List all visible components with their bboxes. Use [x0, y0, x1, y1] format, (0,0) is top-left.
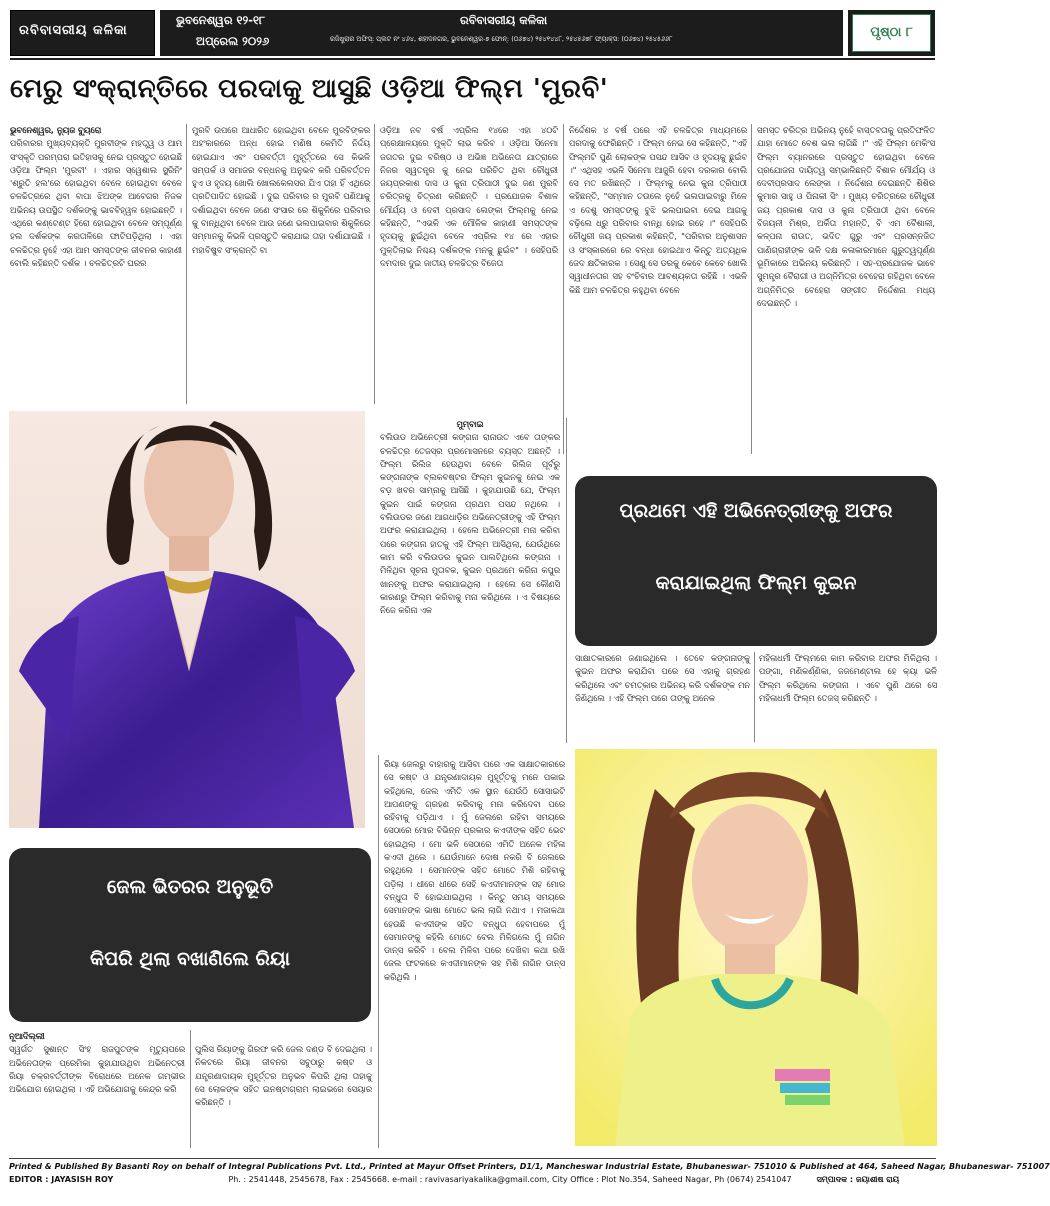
publication-name: ରବିବାସରୀୟ କଳିକା: [460, 13, 548, 27]
article1-column-3: ଓଡ଼ିଆ ନବ ବର୍ଷ ଏପ୍ରିଲ ୧୪ରେ ଏହା ୪୦ଟି ପ୍ରେକ୍ଷାଳୟରେ ମୁକ୍ତି ଲାଭ କରିବ । ଓଡ଼ିଆ ସିନେମା ଜଗତର ଦୁଇ ବରିଷ୍ଠ ଓ ଅଭିଜ୍ଞ ଅଭିନେତା ଯାତ୍ରାରେ ନିଜର ସ୍ୱତନ୍ତ୍ର କୁ ନେଇ ପରିଚିତ ଥିବା ଚୌଧୁରୀ ଜୟପ୍ରକାଶ ଦାସ ଓ କୁନା ତ୍ରିପାଠୀ ଦୁଇ ଜଣ ମୁରବି ଚରିତ୍ରକୁ ଚିତ୍ରଣ କରିଛନ୍ତି । ପ୍ରଯୋଜକ ବିଶାଳ ମୌର୍ଯ୍ୟ ଓ ଦେବୀ ପ୍ରସାଦ ଲେଙ୍କା ଫିଲ୍ମକୁ ନେଇ କହିଛନ୍ତି, "ଏଭଳି ଏକ ମୌଳିକ କାହାଣୀ ସମସ୍ତଙ୍କ ହୃଦୟକୁ ଛୁଇଁଥିବା ବେଳେ ଏପ୍ରିଲ ୧୪ ରେ ଏହାର ମୁକ୍ତିଲାଭ ନିଶ୍ଚୟ ଦର୍ଶକଙ୍କ ମନକୁ ଛୁଇଁବ" । ସେହିପରି ଦମଦାର ଦୁଇ ଜାତୀୟ ଚଳଚ୍ଚିତ୍ର ବିଜେତା: [380, 125, 558, 268]
column-divider: [751, 124, 752, 454]
edition-date-city: ଭୁବନେଶ୍ୱର ୧୨-୧୮: [176, 13, 266, 27]
column-divider: [754, 652, 755, 742]
column-divider: [374, 124, 375, 404]
queen-banner-line-2: କରାଯାଇଥିଲା ଫିଲ୍ମ କୁଇନ: [655, 572, 857, 594]
article3-byline: ନୂଆଦିଲ୍ଲୀ: [9, 1031, 45, 1041]
article2-col-a-text: ବଲିଉଡ ଅଭିନେତ୍ରୀ କଙ୍ଗନା ରାନାଉତ ଏବେ ତାଙ୍କର ଚଳଚ୍ଚିତ୍ର ତେଜସ୍ର ପ୍ରମୋସନରେ ବ୍ୟସ୍ତ ଅଛନ୍ତି । ଫିଲ୍ମ ରିଲିଜ ହେଉଥିବା ବେଳେ ରିଲିଜ ପୂର୍ବରୁ କଙ୍ଗନାଙ୍କ ବ୍ଲକବଷ୍ଟର ଫିଲ୍ମ କୁଇନକୁ ନେଇ ଏକ ବଡ଼ ଖବର ସାମ୍ନାକୁ ଆସିଛି । କୁହାଯାଉଛି ଯେ, ଫିଲ୍ମ କୁଇନ ପାଇଁ କଙ୍ଗନା ପ୍ରଥମ ପସନ୍ଦ ନଥିଲେ । ବଲିଉଡର ଜଣେ ଆଗଧାଡ଼ିର ଅଭିନେତ୍ରୀଙ୍କୁ ଏହି ଫିଲ୍ମ ଅଫର କରାଯାଇଥିଲା । ହେଲେ ଅଭିନେତ୍ରୀ ମନା କରିବା ପରେ କଙ୍ଗନା ହାତକୁ ଏହି ଫିଲ୍ମ ଆସିଥିଲା, ଯେଉଁଥିରେ କାମ କରି ବଲିଉଡର କୁଇନ ପାଲଟିଥିଲେ କଙ୍ଗନା । ମିଳିଥିବା ସୂଚନା ମୁତାବକ, କୁଇନ ପ୍ରଥମେ କରିନା କପୁର ଖାନଙ୍କୁ ଅଫର କରାଯାଇଥିଲା । ହେଲେ ସେ କୌଣସି କାରଣରୁ ଫିଲ୍ମ କରିବାକୁ ମନା କରିଥିଲେ । ଏ ବିଷୟରେ ନିଜେ କରିନା ଏକ: [380, 432, 560, 616]
article1-column-1: [10, 124, 182, 409]
newspaper-logo: [10, 10, 155, 56]
page-number-label: ପୃଷ୍ଠା ୮: [852, 14, 931, 52]
article2-byline: ମୁମ୍ବାଇ: [456, 419, 484, 429]
jail-banner-line-2: କିପରି ଥିଲା ବଖାଣିଲେ ରିୟା: [90, 948, 290, 970]
article3-column-1: [9, 1030, 185, 1152]
jail-banner-line-1: ଜେଲ ଭିତରର ଅନୁଭୂତି: [106, 876, 274, 898]
article1-column-2: ମୁରବି ଉପରେ ଆଧାରିତ ହୋଇଥିବା ବେଳେ ମୁରବିଙ୍କର ଅହଂକାରରେ ଅନ୍ଧ ହୋଇ ମଣିଷ କେମିତି ନିର୍ଦ୍ଦୟ ହୋଇଯାଏ ଏବଂ ପରବର୍ତ୍ତୀ ମୁହୂର୍ତ୍ତରେ ସେ କିଭଳି ସମ୍ପର୍କ ଓ ସମାଜର ବନ୍ଧନକୁ ଅନୁଭବ କରି ପରିବର୍ତ୍ତନ ହୁଏ ଓ ହୃଦୟ ଖୋଲି ଖୋଲକେଲସର ଯିଏ ତାହା ହିଁ ଏଥିରେ ପ୍ରତିପାଦିତ ହୋଇଛି । ଦୁଇ ପରିବାର ର ମୁରବି ପଣିଆକୁ ଦର୍ଶାଇଥିବା ବେଳେ ଜଣେ ସଂସାର ରେ ଶିକୁଳିରେ ପରିବାର କୁ ବାନ୍ଧିଥିବା ବେଳେ ଆଉ ଜଣେ ଭଲପାଇବାର ଶିକୁଳିରେ ସମ୍ମାନକୁ କିଭଳି ପ୍ରସ୍ତୁତି କରାଯାଇ ତାହା ଦର୍ଶାଯାଇଛି । ମହାବିଷୁବ ସଂକ୍ରାନ୍ତି ବା: [192, 125, 370, 255]
footer-divider: [9, 1158, 936, 1159]
article2-column-2: ସାକ୍ଷାତକାରରେ ଜଣାଇଥିଲେ । ତେବେ କଙ୍ଗନାଙ୍କୁ କୁଇନ ଅଫର କରାଯିବା ପରେ ସେ ଏହାକୁ ଗ୍ରହଣ କରିଥିଲେ ଏବଂ ଚମତ୍କାର ଅଭିନୟ କରି ଦର୍ଶକଙ୍କ ମନ ଜିଣିଥିଲେ । ଏହି ଫିଲ୍ମ ପରେ ତାଙ୍କୁ ଅନେକ: [575, 653, 750, 703]
column-divider: [566, 418, 567, 743]
column-divider: [190, 1030, 191, 1148]
masthead-bar: [160, 10, 843, 56]
column-divider: [378, 755, 379, 1148]
article1-byline: ଭୁବନେଶ୍ୱର, ନ୍ୟୁଜ ବ୍ୟୁରୋ: [10, 125, 102, 135]
article1-column-5: ସମସ୍ତ ଚରିତ୍ର ଅଭିନୟ ନୁହେଁ ବାସ୍ତବତାକୁ ପ୍ରତିଫଳିତ ଯାହା ମୋତେ ବେଶ ଭଲ ଲାଗିଛି ।" ଏହି ଫିଲ୍ମ ମେକିଂସ ଫିଲ୍ମ ବ୍ୟାନରରେ ପ୍ରସ୍ତୁତ ହୋଇଥିବା ବେଳେ ପ୍ରଯୋଜନା ଦାୟିତ୍ୱ ସମ୍ଭାଳିଛନ୍ତି ବିଶାଳ ମୌର୍ଯ୍ୟ ଓ ଦେବୀପ୍ରସାଦ ଲେଙ୍କା । ନିର୍ଦ୍ଦେଶନା ଦେଇଛନ୍ତି ଶିଶିର କୁମାର ସାହୁ ଓ ପିନାକୀ ସିଂ । ମୁଖ୍ୟ ଚରିତ୍ରରେ ଚୌଧୁରୀ ଜୟ ପ୍ରକାଶ ଦାସ ଓ କୁନା ତ୍ରିପାଠୀ ଥିବା ବେଳେ ବିଜୟନୀ ମିଶ୍ର, ଅର୍କିତା ମହାନ୍ତି, ବି ଏମ ବୈଶାଳୀ, କଳ୍ପନା ରାଉତ, ଭଦିତ ଗୁରୁ ଏବଂ ପ୍ରସନ୍ନଜିତ ପାଣିଗ୍ରାହୀଙ୍କ ଭଳି ଦକ୍ଷ କଳାକାରମାନେ ଗୁରୁତ୍ୱପୂର୍ଣ୍ଣ ଭୂମିକାରେ ଅଭିନୟ କରିଛନ୍ତି । ସହ-ପ୍ରଯୋଜକ ଭାବେ ସୁମନ୍ତ୍ର ବୈରାଗୀ ଓ ଅଗ୍ନିମିତ୍ର ବେହେରା ରହିଥିବା ବେଳେ ଅଗ୍ନିମିତ୍ର ବେହେରା ସଙ୍ଗୀତ ନିର୍ଦ୍ଦେଶନା ମଧ୍ୟ ଦେଇଛନ୍ତି ।: [757, 125, 935, 308]
edition-date-month: ଅପ୍ରେଲ ୨୦୨୬: [196, 34, 270, 48]
rhea-photo: [575, 749, 937, 1146]
jail-banner: [9, 848, 371, 1022]
footer-contact-line: [9, 1175, 939, 1185]
kangana-photo-illustration: [9, 411, 365, 828]
kangana-photo: [9, 411, 365, 828]
imprint-line: Printed & Published By Basanti Roy on behalf of Integral Publications Pvt. Ltd., Printed at Mayur Offset Printers, D1/1, Mancheswar Industrial Estate, Bhubaneswar- 751010 & Published at 464, Saheed Nagar, Bhubaneswar- 751007: [9, 1162, 1050, 1171]
article2-column-3: ମହିଳାଧର୍ମୀ ଫିଲ୍ମରେ କାମ କରିବାର ଅଫର ମିଳିଥିଲା । ପଙ୍ଗା, ମଣିକର୍ଣ୍ଣିକା, ଜଜମେଣ୍ଟାଲ ହେ କ୍ୟା ଭଳି ଫିଲ୍ମ କରିଥିଲେ କଙ୍ଗନା । ଏବେ ପୁଣି ଥରେ ସେ ମହିଳାଧର୍ମୀ ଫିଲ୍ମ ତେଜସ୍ କରିଛନ୍ତି ।: [759, 653, 937, 703]
column-divider: [563, 124, 564, 454]
rhea-photo-illustration: [575, 749, 937, 1146]
masthead-divider: [10, 58, 935, 60]
publication-address: ରଜିଷ୍ଟ୍ରାର ଅଫିସ୍: ପ୍ଲଟ ନଂ ୪୬୪, ଶହୀଦନଗର, ଭୁବନେଶ୍ୱର-୭ ଫୋନ୍: (୦୬୭୪) ୨୫୪୧୪୪୮, ୨୫୪୫୬୭୮ ଫ୍ୟାକ୍ସ: (୦୬୭୪) ୨୫୪୫୬୬୮: [330, 35, 673, 43]
article1-col1-text: ପରିବାରର ମୁଖ୍ୟବ୍ୟକ୍ତି ମୁରବୀଙ୍କ ମହତ୍ତ୍ୱ ଓ ଆମ ସଂସ୍କୃତି ପରମ୍ପରା ଇତିହାସକୁ ନେଇ ପ୍ରସ୍ତୁତ ହୋଇଛି ଓଡ଼ିଆ ଫିଲ୍ମ 'ମୁରବୀ' । ଏହାର ସ୍ୱେଶାଲ ସ୍କ୍ରିନିଂ 'ଶ୍ରୁତି ହଲ'ରେ ହୋଇଥିବା ବେଳେ ହୋଇଥିବା ବେଳେ ଚଳଚ୍ଚିତ୍ରରେ ଥିବା ବାପା ଝିଅଙ୍କ ଆବେଗର ନିଜକ ଅଭିନୟ ଉପସ୍ଥିତ ଦର୍ଶକଙ୍କୁ ଭାବବିହ୍ୱଳ ହୋଇଛନ୍ତି । ଏଥିରେ କଣ୍ଟେଣ୍ଟ ହିରୋ ହୋଇଥିବା ବେଳେ ସମ୍ପୂର୍ଣ୍ଣ ହଲ ଦର୍ଶକଙ୍କ କରତାଳିରେ ଫାଟିପଡ଼ିଥିଲା । ଏହା ଚଳଚ୍ଚିତ୍ର ନୁହେଁ ଏହା ଆମ ସମସ୍ତଙ୍କ ଜୀବନର କାହାଣୀ ବୋଲି କହିଛନ୍ତି ଦର୍ଶକ । ଚଳଚ୍ଚିତ୍ରଟି ଘରର: [10, 138, 182, 268]
article1-column-4: ନିର୍ଦ୍ଦେଶକ ୪ ବର୍ଷ ପରେ ଏହି ଚଳଚ୍ଚିତ୍ର ମାଧ୍ୟମରେ ପରଦାକୁ ଫେରିଛନ୍ତି । ଫିଲ୍ମ ନେଇ ସେ କହିଛନ୍ତି, "ଏହି ଫିଲ୍ମଟି ପୁଣି ଲୋକଙ୍କ ପସନ୍ଦ ଆସିବ ଓ ହୃଦୟକୁ ଛୁଇଁବ ।" ଏଥିସହ ଏଭଳି ସିନେମା ଆଜୁରି ହେବା ଦରକାର ବୋଲି ସେ ମତ ରଖିଛନ୍ତି । ଫିଲ୍ମକୁ ନେଇ କୁନା ତ୍ରିପାଠୀ କହିଛନ୍ତି, "ସମ୍ମାନ ତଉଲେ ନୁହେଁ ଭଲପାଇବାରୁ ମିଳେ ଏ ଦେଶୁ ସମସ୍ତଙ୍କୁ ବୁଝି ଭଲପାଇବା ଦେଇ ଆଗକୁ ବଢ଼ିଲେ ଧ୍ରୁ ପରିବାର ବାନ୍ଧି ହୋଇ ରହେ ।" ସେହିପରି ଚୌଧୁରୀ ଜୟ ପ୍ରକାଶ କହିଛନ୍ତି, "ପରିବାର ଅନୁଶାସନ ଓ ସଂସ୍କାରରେ ରେ ବନ୍ଧା ହୋଇଥାଏ କିନ୍ତୁ ଅତ୍ୟଧିକ ଜେଦ କ୍ଷତିକାରକ । ସେଣୁ ସେ ଡରକୁ କେବେ କେବେ ଖୋଲି ସ୍ୱାଧୀନତାର ସହ ବଂଚିବାର ଆବଶ୍ୟକତା ରହିଛି । ଏଭଳି କିଛି ଆମ ଚଳଚ୍ଚିତ୍ର କହୁଥିବା ବେଳେ: [569, 125, 747, 295]
article3-column-3: ରିୟା ଜେଲରୁ ବାହାରକୁ ଆସିବା ପରେ ଏକ ସାକ୍ଷାତକାରରେ ସେ କଷ୍ଟ ଓ ଯନ୍ତ୍ରଣାଦାୟକ ମୁହୂର୍ତ୍ତକୁ ମନେ ପକାଇ କହିଥିଲେ, ଜେଲ ଏମିତି ଏକ ସ୍ଥାନ ଯେଉଁଠି ସୋସାଇଟି ଆପଣଙ୍କୁ ଗ୍ରହଣ କରିବାକୁ ମନା କରିଦେବା ପରେ ରହିବାକୁ ପଡ଼ିଥାଏ । ମୁଁ ଜେଲରେ ରହିବା ସମୟରେ ସେଠାରେ ମୋର ବିଭିନ୍ନ ପ୍ରକାର କଏଦୀଙ୍କ ସହିତ ଭେଟ ହୋଇଥିଲା । ମୋ ଭଳି ସେଠାରେ ଏମିତି ଅନେକ ମହିଳା କଏଦୀ ଥିଲେ । ଯେଉଁମାନେ ଦୋଷ ନକରି ବି ଜେଲରେ ରହୁଥିଲେ । ସେମାନଙ୍କ ସହିତ ମୋତେ ମିଶି ରହିବାକୁ ପଡ଼ିଲା । ଧୀରେ ଧୀରେ ସେହି କଏଦୀମାନଙ୍କ ସହ ମୋର ବନ୍ଧୁତା ବି ହୋଇଯାଇଥିଲା । କିନ୍ତୁ ସମୟ ସମୟରେ ସେମାନଙ୍କ ଭାଷା ମୋତେ ଭଲ ଲାଗି ନଥାଏ । ମଜାକଥା ହେଉଛି କଏଦୀଙ୍କ ସହିତ ବନ୍ଧୁତା ହେବାପରେ ମୁଁ ସେମାନଙ୍କୁ କହିଲି ମୋତେ ବେଲ ମିଳିଗଲେ ମୁଁ ନାଗିନ ଡାନ୍ସ କରିବି । ବେଲ ମିଳିବା ପରେ ଦେଖିବା କଥା ରଖି ଜେଲ ଫଟକରେ କଏଦୀମାନଙ୍କ ସହ ମିଶି ନାଗିନ ଡାନ୍ସ କରିଥିଲି ।: [384, 759, 565, 982]
column-divider: [186, 124, 187, 404]
logo-text: ରବିବାସରୀୟ କଳିକା: [19, 23, 128, 38]
page-number-badge: [848, 10, 935, 56]
editor-label-odia: ସମ୍ପାଦକ : ଜୟାଶୀଷ ରାୟ: [816, 1175, 900, 1184]
masthead: [10, 10, 935, 56]
article3-col-a-text: ସ୍ୱର୍ଗତ ସୁଶାନ୍ତ ସିଂହ ରାଜପୁତଙ୍କ ମୃତ୍ୟୁପରେ ଅଭିନେତାଙ୍କ ପ୍ରେମିକା କୁହାଯାଉଥିବା ଅଭିନେତ୍ରୀ ରିୟା ଚକ୍ରବର୍ତ୍ତୀଙ୍କ ବିରୋଧରେ ଅନେକ ଗମ୍ଭୀର ଅଭିଯୋଗ ହୋଇଥିଲା । ଏହି ଅଭିଯୋଗକୁ କେନ୍ଦ୍ର କରି: [9, 1044, 185, 1095]
main-headline: ମେରୁ ସଂକ୍ରାନ୍ତିରେ ପରଦାକୁ ଆସୁଛି ଓଡ଼ିଆ ଫିଲ୍ମ 'ମୁରବି': [10, 74, 609, 104]
contact-details: Ph. : 2541448, 2545678, Fax : 2545668. e-mail : ravivasariyakalika@gmail.com, City Office : Plot No.354, Saheed Nagar, Ph (0674) 2541047: [228, 1175, 792, 1184]
article2-column-1: [380, 418, 560, 748]
editor-label: EDITOR : JAYASISH ROY: [9, 1175, 114, 1184]
queen-banner: [575, 476, 937, 646]
article3-column-2: ପୁଲିସ ରିୟାଙ୍କୁ ଗିରଫ କରି ଜେଲ ଦଣ୍ଡ ବି ଦେଇଥିଲା । ନିକଟରେ ରିୟା ଜୀବନର ସବୁଠାରୁ କଷ୍ଟ ଓ ଯନ୍ତ୍ରଣାଦାୟକ ମୁହୂର୍ତ୍ତର ଅନୁଭବ କିପରି ଥିଲା ତାହାକୁ ସେ ଲୋକଙ୍କ ସହିତ ଇନଷ୍ଟାଗ୍ରାମ ଲାଇଭରେ ସେୟାର କରିଛନ୍ତି ।: [195, 1044, 372, 1108]
queen-banner-line-1: ପ୍ରଥମେ ଏହି ଅଭିନେତ୍ରୀଙ୍କୁ ଅଫର: [619, 500, 893, 522]
